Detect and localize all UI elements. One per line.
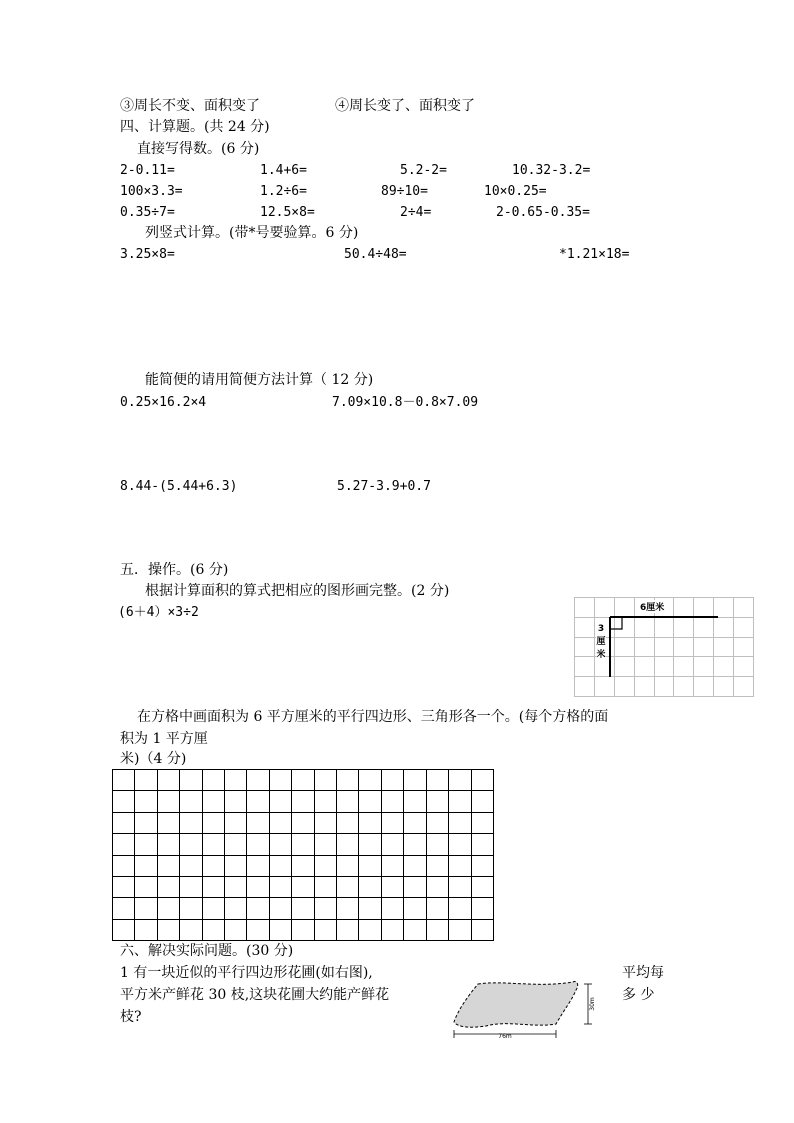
problem-1-line3: 枝? bbox=[120, 1009, 142, 1025]
direct-item: 2-0.65-0.35= bbox=[496, 205, 590, 220]
drawing-grid[interactable] bbox=[112, 769, 494, 941]
vertical-item: 50.4÷48= bbox=[344, 247, 407, 262]
option-4: ④周长变了、面积变了 bbox=[335, 98, 475, 114]
base-label: 76m bbox=[498, 1033, 512, 1040]
operation-q1-text: 根据计算面积的算式把相应的图形画完整。(2 分) bbox=[145, 583, 450, 599]
height-label: 30m bbox=[589, 997, 596, 1011]
problem-1-right2: 多 少 bbox=[622, 987, 655, 1003]
side-length-label: 3 厘 米 bbox=[596, 624, 606, 660]
simple-item: 5.27-3.9+0.7 bbox=[337, 479, 431, 494]
direct-calc-title: 直接写得数。(6 分) bbox=[137, 141, 260, 157]
operation-q1-formula: (6＋4）×3÷2 bbox=[118, 605, 199, 620]
section-5-heading: 五．操作。(6 分) bbox=[120, 562, 229, 578]
direct-item: 89÷10= bbox=[381, 184, 428, 199]
garden-figure bbox=[448, 976, 600, 1042]
problem-1-line2: 平方米产鲜花 30 枝,这块花圃大约能产鲜花 bbox=[120, 987, 390, 1003]
section-6-heading: 六、解决实际问题。(30 分) bbox=[120, 943, 294, 959]
simple-calc-title: 能简便的请用简便方法计算（ 12 分) bbox=[145, 372, 374, 388]
section-4-heading: 四、计算题。(共 24 分) bbox=[120, 119, 270, 135]
operation-q2-line3: 米)（4 分) bbox=[120, 751, 187, 767]
triangle-figure bbox=[574, 597, 754, 697]
garden-shape bbox=[454, 981, 578, 1027]
problem-1-line1: 1 有一块近似的平行四边形花圃(如右图), bbox=[120, 965, 373, 981]
direct-item: 100×3.3= bbox=[120, 184, 183, 199]
vertical-calc-title: 列竖式计算。(带*号要验算。6 分) bbox=[145, 225, 359, 241]
simple-item: 8.44-(5.44+6.3) bbox=[120, 479, 238, 494]
top-length-label: 6厘米 bbox=[640, 600, 664, 613]
option-3: ③周长不变、面积变了 bbox=[120, 98, 260, 114]
problem-1-right1: 平均每 bbox=[622, 965, 664, 981]
direct-item: 1.2÷6= bbox=[260, 184, 307, 199]
direct-item: 10×0.25= bbox=[484, 184, 547, 199]
simple-item: 7.09×10.8－0.8×7.09 bbox=[332, 395, 479, 410]
simple-item: 0.25×16.2×4 bbox=[120, 395, 207, 410]
direct-item: 2÷4= bbox=[400, 205, 432, 220]
direct-item: 1.4+6= bbox=[260, 163, 307, 178]
vertical-item: 3.25×8= bbox=[120, 247, 175, 262]
direct-item: 2-0.11= bbox=[120, 163, 175, 178]
direct-item: 5.2-2= bbox=[400, 163, 447, 178]
direct-item: 0.35÷7= bbox=[120, 205, 175, 220]
direct-item: 10.32-3.2= bbox=[512, 163, 591, 178]
right-angle-mark bbox=[610, 617, 622, 629]
vertical-item: *1.21×18= bbox=[559, 247, 630, 262]
direct-item: 12.5×8= bbox=[260, 205, 315, 220]
operation-q2-line1: 在方格中画面积为 6 平方厘米的平行四边形、三角形各一个。(每个方格的面 bbox=[137, 709, 609, 725]
operation-q2-line2: 积为 1 平方厘 bbox=[120, 731, 208, 747]
